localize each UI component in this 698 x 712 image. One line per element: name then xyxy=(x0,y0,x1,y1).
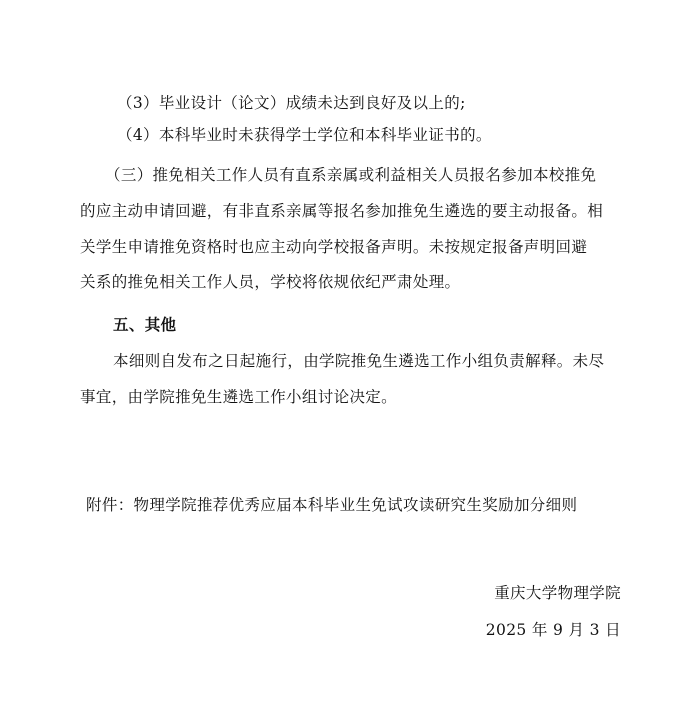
section-5-line-1: 本细则自发布之日起施行，由学院推免生遴选工作小组负责解释。未尽 xyxy=(113,352,605,370)
section-heading: 五、其他 xyxy=(113,315,177,334)
signature-organization: 重庆大学物理学院 xyxy=(494,584,621,602)
list-item-4: （4）本科毕业时未获得学士学位和本科毕业证书的。 xyxy=(117,126,492,144)
section-5-line-2: 事宜，由学院推免生遴选工作小组讨论决定。 xyxy=(80,388,398,406)
paragraph-3-line-1: （三）推免相关工作人员有直系亲属或利益相关人员报名参加本校推免 xyxy=(105,166,597,184)
attachment-line: 附件：物理学院推荐优秀应届本科毕业生免试攻读研究生奖励加分细则 xyxy=(86,496,578,514)
paragraph-3-line-2: 的应主动申请回避，有非直系亲属等报名参加推免生遴选的要主动报备。相 xyxy=(80,202,604,220)
paragraph-3-line-3: 关学生申请推免资格时也应主动向学校报备声明。未按规定报备声明回避 xyxy=(80,238,588,256)
signature-date: 2025 年 9 月 3 日 xyxy=(485,621,621,639)
paragraph-3-line-4: 关系的推免相关工作人员，学校将依规依纪严肃处理。 xyxy=(80,273,461,291)
list-item-3: （3）毕业设计（论文）成绩未达到良好及以上的; xyxy=(117,94,466,112)
